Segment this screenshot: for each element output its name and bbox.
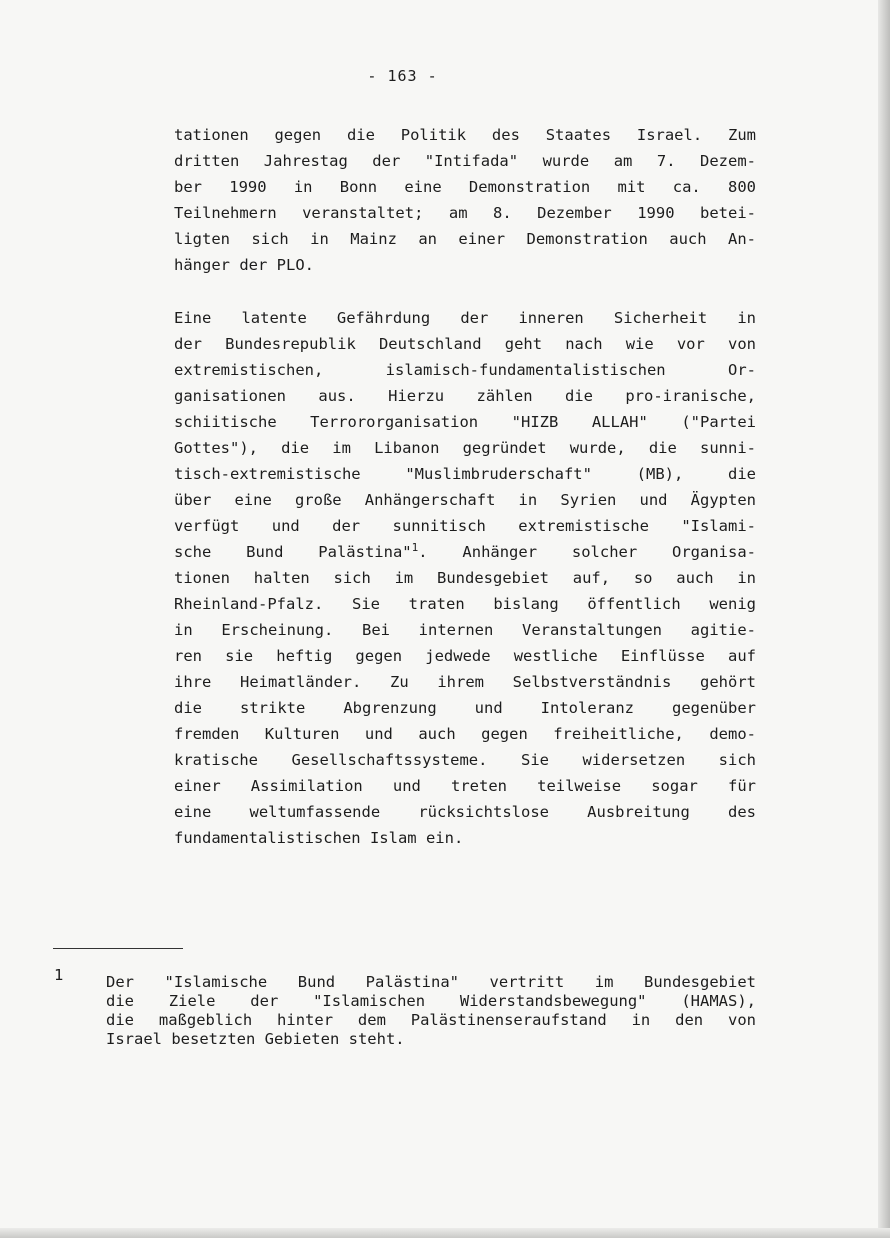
text-line: tionen halten sich im Bundesgebiet auf, so auch in — [174, 569, 756, 587]
text-line: ligten sich in Mainz an einer Demonstration auch An- — [174, 230, 756, 248]
text-line: Teilnehmern veranstaltet; am 8. Dezember 1990 betei- — [174, 204, 756, 222]
scan-edge-shadow — [878, 0, 890, 1238]
text-line: die strikte Abgrenzung und Intoleranz gegenüber — [174, 699, 756, 717]
text-line: in Erscheinung. Bei internen Veranstaltungen agitie- — [174, 621, 756, 639]
text-line: fremden Kulturen und auch gegen freiheitliche, demo- — [174, 725, 756, 743]
text-line: ren sie heftig gegen jedwede westliche Einflüsse auf — [174, 647, 756, 665]
text-line: schiitische Terrororganisation "HIZB ALLAH" ("Partei — [174, 413, 756, 431]
footnote-reference: 1 — [411, 541, 419, 554]
text-line: Gottes"), die im Libanon gegründet wurde, die sunni- — [174, 439, 756, 457]
text-line: über eine große Anhängerschaft in Syrien und Ägypten — [174, 491, 756, 509]
footnote-line: die maßgeblich hinter dem Palästinenseraufstand in den von — [106, 1011, 756, 1029]
paragraph-intifada — [174, 122, 756, 278]
footnote-line: Israel besetzten Gebieten steht. — [106, 1030, 405, 1048]
text-line: fundamentalistischen Islam ein. — [174, 829, 464, 847]
text-line: dritten Jahrestag der "Intifada" wurde am 7. Dezem- — [174, 152, 756, 170]
text-line: Eine latente Gefährdung der inneren Sicherheit in — [174, 309, 756, 327]
footnote-line: Der "Islamische Bund Palästina" vertritt im Bundesgebiet — [106, 973, 756, 991]
page-number: - 163 - — [367, 67, 438, 85]
text-line: ganisationen aus. Hierzu zählen die pro-iranische, — [174, 387, 756, 405]
text-line: verfügt und der sunnitisch extremistische "Islami- — [174, 517, 756, 535]
footnote-line: die Ziele der "Islamischen Widerstandsbewegung" (HAMAS), — [106, 992, 756, 1010]
text-line-with-footnote-ref — [174, 539, 756, 565]
scan-bottom-shadow — [0, 1228, 890, 1238]
text-line: ihre Heimatländer. Zu ihrem Selbstverständnis gehört — [174, 673, 756, 691]
text-line: der Bundesrepublik Deutschland geht nach wie vor von — [174, 335, 756, 353]
text-fragment: sche Bund Palästina" — [174, 543, 412, 561]
text-line: Rheinland-Pfalz. Sie traten bislang öffentlich wenig — [174, 595, 756, 613]
text-line: extremistischen, islamisch-fundamentalistischen Or- — [174, 361, 756, 379]
text-line: tisch-extremistische "Muslimbruderschaft" (MB), die — [174, 465, 756, 483]
text-fragment: . Anhänger solcher Organisa- — [418, 543, 757, 561]
text-line: hänger der PLO. — [174, 256, 314, 274]
text-line: ber 1990 in Bonn eine Demonstration mit ca. 800 — [174, 178, 756, 196]
text-line: eine weltumfassende rücksichtslose Ausbreitung des — [174, 803, 756, 821]
text-line: einer Assimilation und treten teilweise sogar für — [174, 777, 756, 795]
text-line: tationen gegen die Politik des Staates Israel. Zum — [174, 126, 756, 144]
text-line: kratische Gesellschaftssysteme. Sie widersetzen sich — [174, 751, 756, 769]
footnote-text — [106, 973, 756, 1049]
footnote-divider — [53, 948, 183, 949]
footnote-number: 1 — [54, 966, 64, 984]
paragraph-islamist-organisations — [174, 305, 756, 851]
